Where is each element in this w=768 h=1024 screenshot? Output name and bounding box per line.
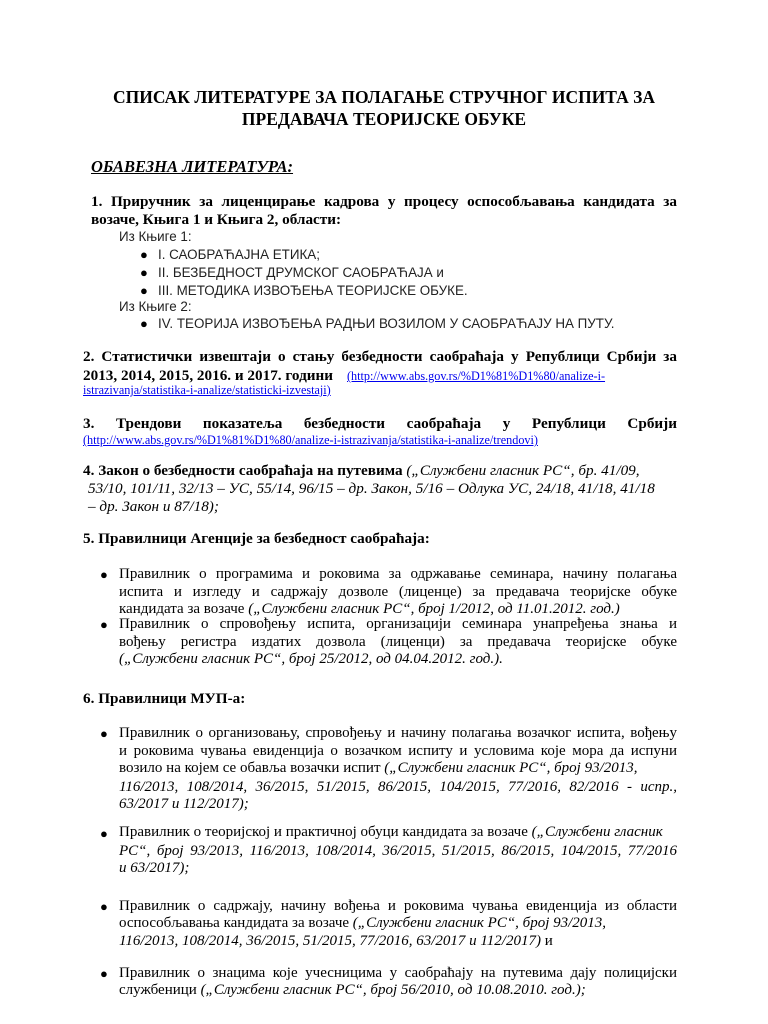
bullet-icon: ● [100, 567, 108, 582]
book-1-item: I. САОБРАЋАЈНА ЕТИКА; [158, 247, 320, 262]
item-6-b2-line-1 [119, 824, 663, 841]
bullet-icon: ● [100, 966, 108, 981]
bullet-icon: ● [140, 265, 148, 280]
book-2-label: Из Књиге 2: [119, 299, 192, 314]
item-5-b2-line-2: вођењу регистра издатих дозвола (лиценци) за предавача теоријске обуке [119, 634, 677, 650]
item-6-b1-text: возило на којем се обавља возачки испит [119, 760, 381, 776]
item-4-title: 4. Закон о безбедности саобраћаја на путевима [83, 462, 403, 479]
item-5-b1-text: кандидата за возаче [119, 601, 245, 617]
trends-link[interactable]: (http://www.abs.gov.rs/%D1%81%D1%80/analize-i-istrazivanja/statistika-i-analize/trendovi) [83, 433, 538, 447]
item-5-b2-line-3: („Службени гласник РС“, број 25/2012, од 04.04.2012. год.). [119, 651, 503, 667]
item-1-line-1: 1. Приручник за лиценцирање кадрова у процесу оспособљавања кандидата за [91, 193, 677, 210]
bullet-icon: ● [100, 899, 108, 914]
item-6-b1-line-3 [119, 760, 638, 777]
item-4-citation: („Службени гласник РС“, бр. 41/09, [402, 462, 640, 479]
bullet-icon: ● [100, 617, 108, 632]
item-6-heading: 6. Правилници МУП-а: [83, 690, 246, 707]
item-6-b3-conjunction: и [540, 933, 553, 949]
section-heading: ОБАВЕЗНА ЛИТЕРАТУРА: [91, 157, 294, 176]
bullet-icon: ● [140, 283, 148, 298]
item-6-b3-citation: („Службени гласник РС“, број 93/2013, [349, 915, 607, 931]
book-1-item: II. БЕЗБЕДНОСТ ДРУМСКОГ САОБРАЋАЈА и [158, 265, 444, 280]
item-2-line-1: 2. Статистички извештаји о стању безбедности саобраћаја у Републици Србији за [83, 348, 677, 365]
item-6-b4-line-1: Правилник о знацима које учесницима у саобраћају на путевима дају полицијски [119, 965, 677, 981]
item-6-b3-line-1: Правилник о садржају, начину вођења и роковима чувања евиденција из области [119, 898, 677, 914]
item-6-b3-citation-cont: 116/2013, 108/2014, 36/2015, 51/2015, 77/2016, 63/2017 и 112/2017) [119, 933, 541, 949]
item-6-b2-text: Правилник о теоријској и практичној обуци кандидата за возаче [119, 824, 528, 840]
item-6-b1-line-1: Правилник о организовању, спровођењу и начину полагања возачког испита, вођењу [119, 725, 677, 741]
item-6-b2-line-2: РС“, број 93/2013, 116/2013, 108/2014, 36/2015, 51/2015, 86/2015, 104/2015, 77/2016 [119, 843, 677, 859]
item-6-b4-line-2 [119, 982, 586, 999]
book-1-label: Из Књиге 1: [119, 229, 192, 244]
item-4-line-3: – др. Закон и 87/18); [88, 498, 219, 515]
item-6-b1-line-4: 116/2013, 108/2014, 36/2015, 51/2015, 86/2015, 104/2015, 77/2016, 82/2016 - испр., [119, 779, 677, 795]
item-6-b2-citation: („Службени гласник [527, 824, 663, 840]
item-3-line-1: 3. Трендови показатеља безбедности саобраћаја у Републици Србији [83, 415, 677, 432]
item-6-b1-citation: („Службени гласник РС“, број 93/2013, [380, 760, 638, 776]
item-6-b2-line-3: и 63/2017); [119, 860, 190, 876]
statistics-reports-link-cont[interactable]: istrazivanja/statistika-i-analize/statisticki-izvestaji) [83, 383, 331, 397]
item-2-line-2: 2013, 2014, 2015, 2016. и 2017. години [83, 367, 333, 384]
item-5-b1-citation: („Службени гласник РС“, број 1/2012, од 11.01.2012. год.) [244, 601, 620, 617]
item-5-b1-line-2: испита и изгледу и садржају дозволе (лиценце) за предавача теоријске обуке [119, 584, 677, 600]
bullet-icon: ● [140, 247, 148, 262]
item-5-b1-line-1: Правилник о програмима и роковима за одржавање семинара, начину полагања [119, 566, 677, 582]
item-6-b4-citation: („Службени гласник РС“, број 56/2010, од 10.08.2010. год.); [196, 982, 586, 998]
bullet-icon: ● [100, 826, 108, 841]
book-1-item: III. МЕТОДИКА ИЗВОЂЕЊА ТЕОРИЈСКЕ ОБУКЕ. [158, 283, 468, 298]
item-6-b3-text: оспособљавања кандидата за возаче [119, 915, 350, 931]
item-6-b1-line-5: 63/2017 и 112/2017); [119, 796, 249, 812]
item-4-line-2: 53/10, 101/11, 32/13 – УС, 55/14, 96/15 – др. Закон, 5/16 – Одлука УС, 24/18, 41/18, 41/18 [88, 480, 655, 497]
item-6-b3-line-3 [119, 933, 553, 950]
document-title-line-2: ПРЕДАВАЧА ТЕОРИЈСКЕ ОБУКЕ [241, 109, 527, 129]
item-5-b2-line-1: Правилник о спровођењу испита, организацији семинара унапређења знања и [119, 616, 677, 632]
item-5-heading: 5. Правилници Агенције за безбедност саобраћаја: [83, 530, 430, 547]
document-title-line-1: СПИСАК ЛИТЕРАТУРЕ ЗА ПОЛАГАЊЕ СТРУЧНОГ ИСПИТА ЗА [112, 87, 655, 107]
item-1-line-2: возаче, Књига 1 и Књига 2, области: [91, 211, 342, 228]
item-6-b3-line-2 [119, 915, 606, 932]
bullet-icon: ● [100, 726, 108, 741]
item-6-b4-text: службеници [119, 982, 197, 998]
bullet-icon: ● [140, 316, 148, 331]
book-2-item: IV. ТЕОРИЈА ИЗВОЂЕЊА РАДЊИ ВОЗИЛОМ У САОБРАЋАЈУ НА ПУТУ. [158, 316, 615, 331]
statistics-reports-link[interactable]: (http://www.abs.gov.rs/%D1%81%D1%80/analize-i- [347, 369, 606, 383]
item-4-line-1 [83, 462, 640, 480]
item-6-b1-line-2: и роковима чувања евиденција о возачком испиту и условима које мора да испуни [119, 743, 677, 759]
